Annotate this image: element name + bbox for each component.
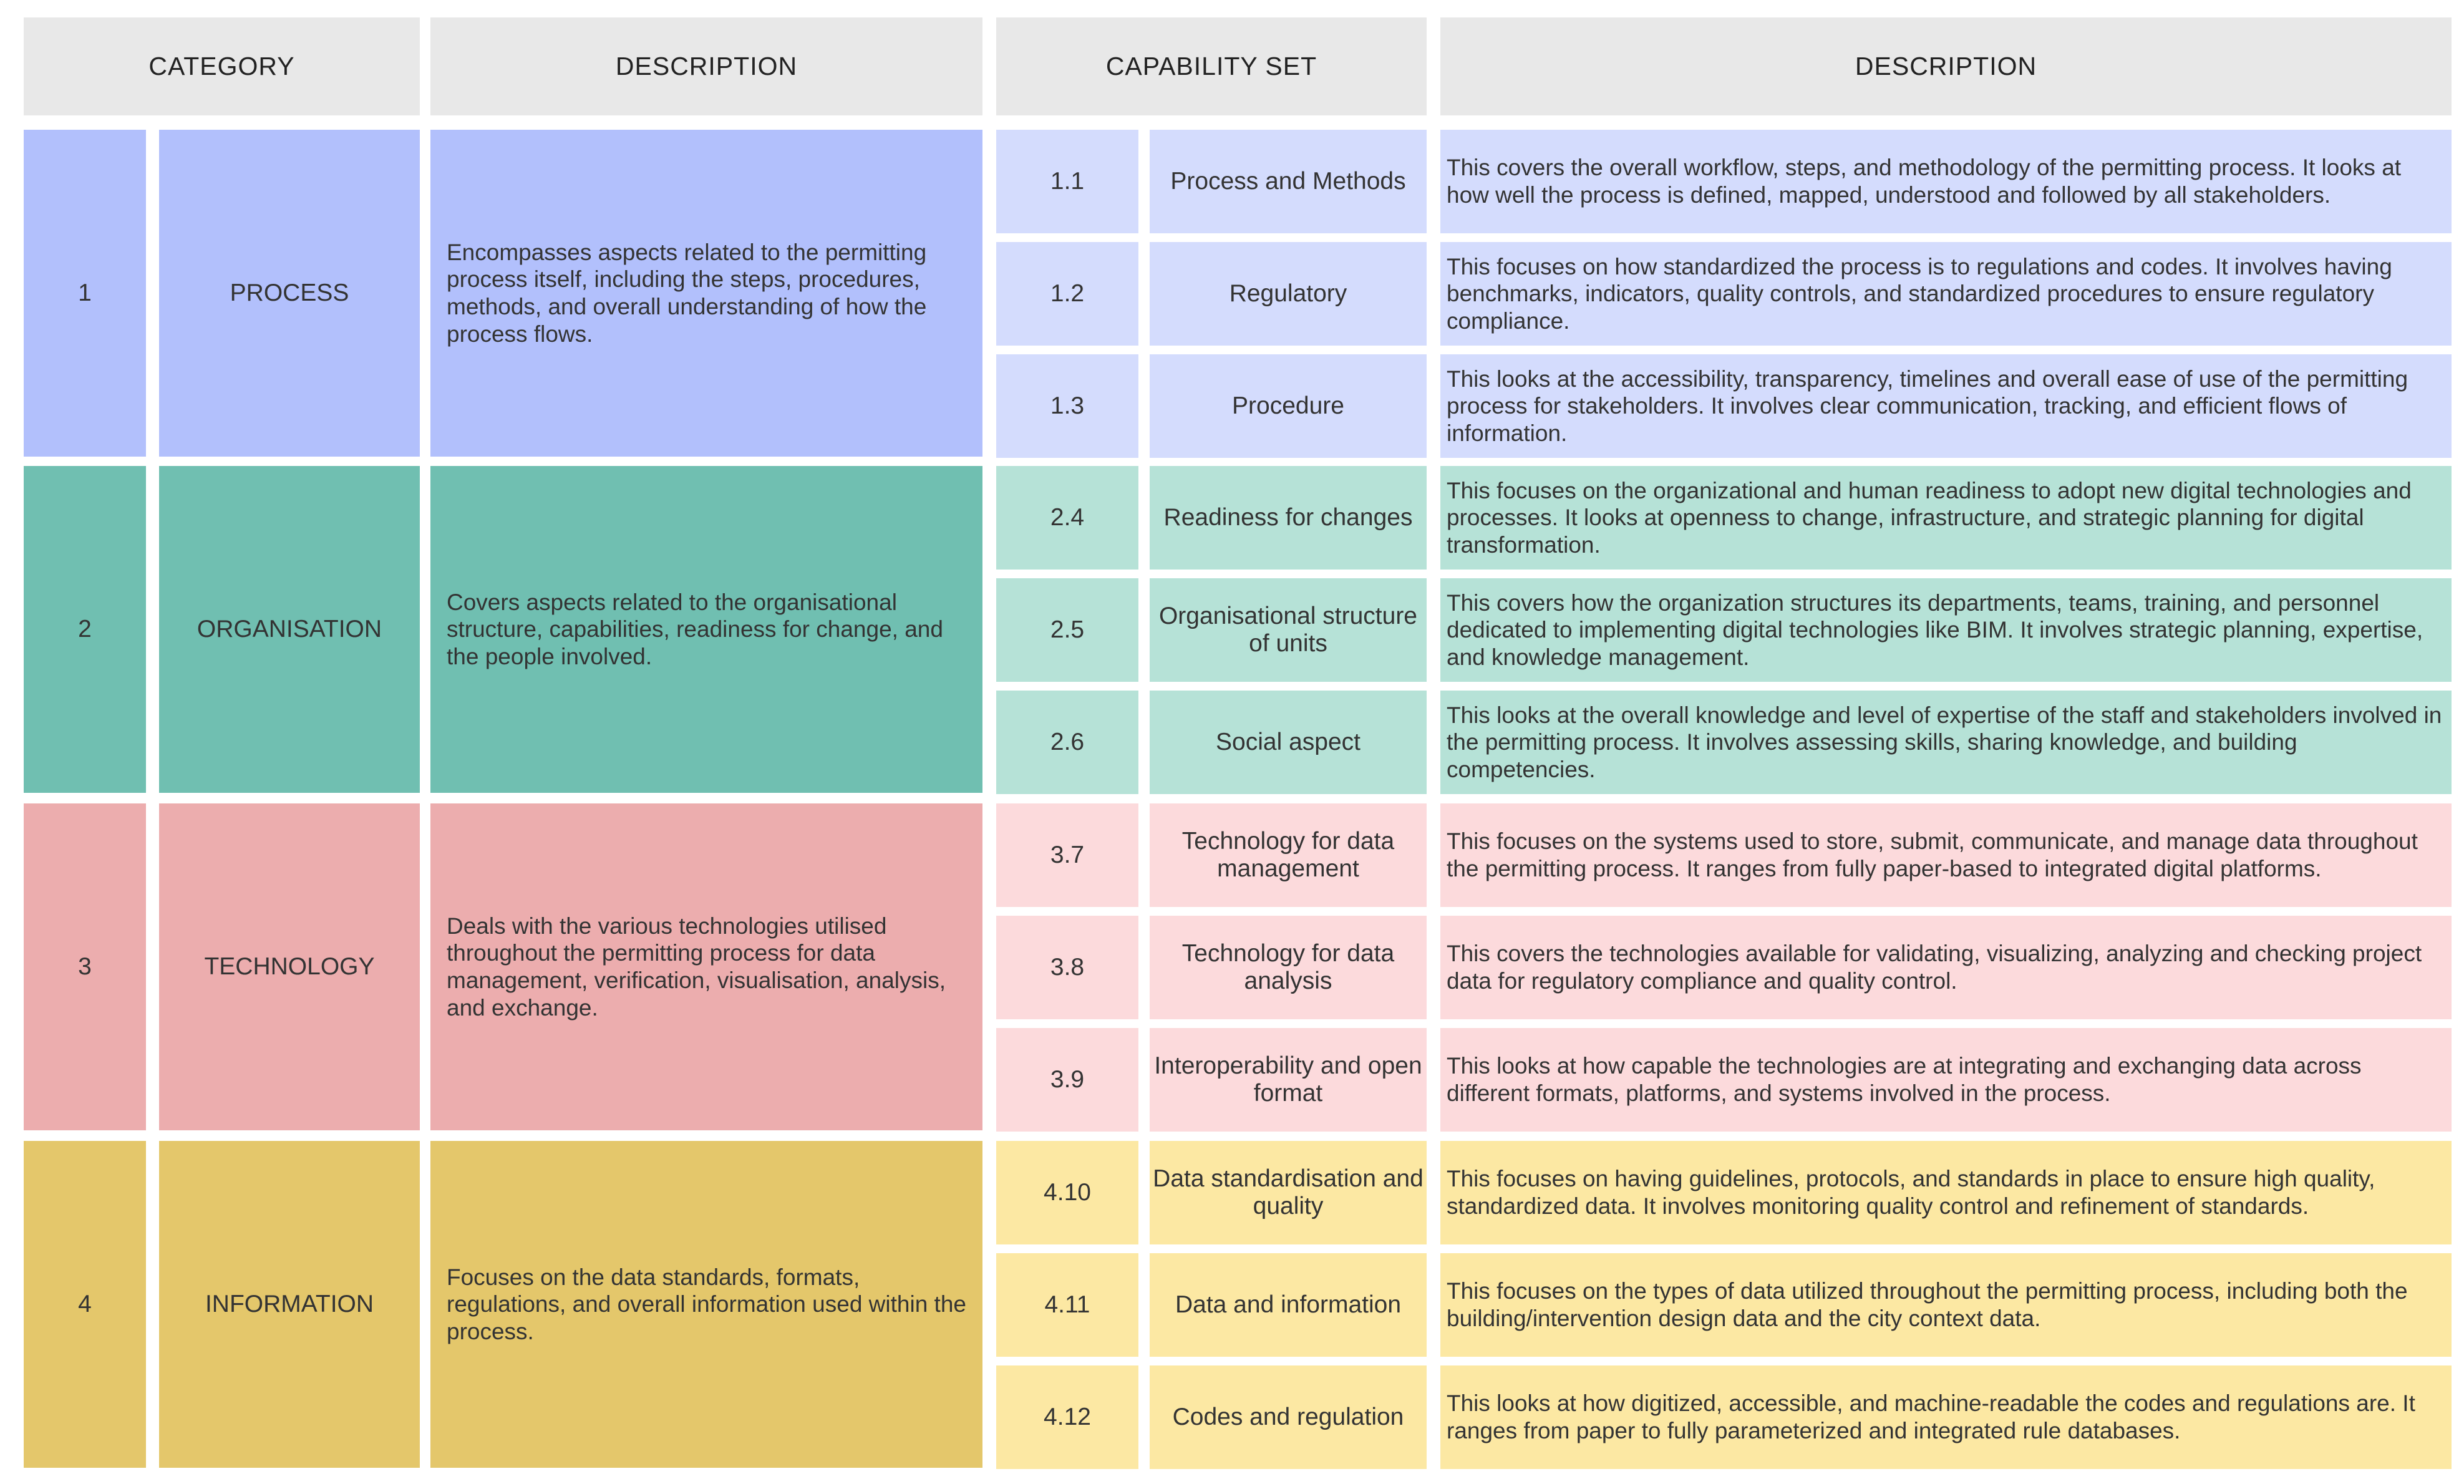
capability-number: 4.12 bbox=[996, 1365, 1138, 1469]
capability-description: This covers the overall workflow, steps, and methodology of the permitting process. It looks at how well the process is defined, mapped, understood and followed by all stakeholders. bbox=[1440, 130, 2452, 233]
capability-name: Data standardisation and quality bbox=[1150, 1141, 1427, 1244]
capability-name: Regulatory bbox=[1150, 242, 1427, 346]
capability-description: This focuses on having guidelines, protocols, and standards in place to ensure high quality, standardized data. It involves monitoring quality control and refinement of standards. bbox=[1440, 1141, 2452, 1244]
capability-number: 4.10 bbox=[996, 1141, 1138, 1244]
capability-description: This covers the technologies available for validating, visualizing, analyzing and checking project data for regulatory compliance and quality control. bbox=[1440, 916, 2452, 1019]
category-name: ORGANISATION bbox=[159, 466, 420, 793]
header-category: CATEGORY bbox=[24, 17, 420, 115]
capability-description: This focuses on the systems used to store, submit, communicate, and manage data throughout the permitting process. It ranges from fully paper-based to integrated digital platforms. bbox=[1440, 803, 2452, 907]
capability-name: Codes and regulation bbox=[1150, 1365, 1427, 1469]
category-description: Covers aspects related to the organisational structure, capabilities, readiness for change, and the people involved. bbox=[430, 466, 982, 793]
category-name: PROCESS bbox=[159, 130, 420, 457]
capability-number: 1.3 bbox=[996, 354, 1138, 458]
capability-description: This covers how the organization structures its departments, teams, training, and personnel dedicated to implementing digital technologies like BIM. It involves strategic planning, expertise, and knowledge management. bbox=[1440, 578, 2452, 682]
capability-name: Readiness for changes bbox=[1150, 466, 1427, 570]
header-capability-set: CAPABILITY SET bbox=[996, 17, 1427, 115]
capability-number: 3.8 bbox=[996, 916, 1138, 1019]
capability-name: Data and information bbox=[1150, 1253, 1427, 1357]
capability-name: Process and Methods bbox=[1150, 130, 1427, 233]
capability-description: This looks at how digitized, accessible, and machine-readable the codes and regulations are. It ranges from paper to fully parameterized and integrated rule databases. bbox=[1440, 1365, 2452, 1469]
category-name: TECHNOLOGY bbox=[159, 803, 420, 1130]
capability-description: This focuses on how standardized the process is to regulations and codes. It involves having benchmarks, indicators, quality controls, and standardized procedures to ensure regulatory compliance. bbox=[1440, 242, 2452, 346]
capability-number: 2.6 bbox=[996, 691, 1138, 794]
category-description: Focuses on the data standards, formats, regulations, and overall information used within the process. bbox=[430, 1141, 982, 1468]
capability-description: This focuses on the types of data utilized throughout the permitting process, including both the building/intervention design data and the city context data. bbox=[1440, 1253, 2452, 1357]
category-number: 3 bbox=[24, 803, 146, 1130]
category-description: Encompasses aspects related to the permitting process itself, including the steps, procedures, methods, and overall understanding of how the process flows. bbox=[430, 130, 982, 457]
category-description: Deals with the various technologies utilised throughout the permitting process for data management, verification, visualisation, analysis, and exchange. bbox=[430, 803, 982, 1130]
capability-description: This looks at how capable the technologies are at integrating and exchanging data across different formats, platforms, and systems involved in the process. bbox=[1440, 1028, 2452, 1132]
capability-number: 3.7 bbox=[996, 803, 1138, 907]
capability-name: Organisational structure of units bbox=[1150, 578, 1427, 682]
capability-number: 1.2 bbox=[996, 242, 1138, 346]
capability-number: 3.9 bbox=[996, 1028, 1138, 1132]
header-description: DESCRIPTION bbox=[430, 17, 982, 115]
capability-number: 4.11 bbox=[996, 1253, 1138, 1357]
capability-name: Technology for data analysis bbox=[1150, 916, 1427, 1019]
category-number: 1 bbox=[24, 130, 146, 457]
capability-description: This focuses on the organizational and human readiness to adopt new digital technologies and processes. It looks at openness to change, infrastructure, and strategic planning for digital transformation. bbox=[1440, 466, 2452, 570]
capability-name: Interoperability and open format bbox=[1150, 1028, 1427, 1132]
capability-description: This looks at the accessibility, transparency, timelines and overall ease of use of the permitting process for stakeholders. It involves clear communication, tracking, and efficient flows of information. bbox=[1440, 354, 2452, 458]
category-name: INFORMATION bbox=[159, 1141, 420, 1468]
capability-number: 2.4 bbox=[996, 466, 1138, 570]
capability-number: 2.5 bbox=[996, 578, 1138, 682]
capability-number: 1.1 bbox=[996, 130, 1138, 233]
capability-description: This looks at the overall knowledge and level of expertise of the staff and stakeholders involved in the permitting process. It involves assessing skills, sharing knowledge, and building competencies. bbox=[1440, 691, 2452, 794]
category-number: 4 bbox=[24, 1141, 146, 1468]
capability-name: Social aspect bbox=[1150, 691, 1427, 794]
capability-name: Technology for data management bbox=[1150, 803, 1427, 907]
capability-name: Procedure bbox=[1150, 354, 1427, 458]
category-number: 2 bbox=[24, 466, 146, 793]
header-capability-description: DESCRIPTION bbox=[1440, 17, 2452, 115]
